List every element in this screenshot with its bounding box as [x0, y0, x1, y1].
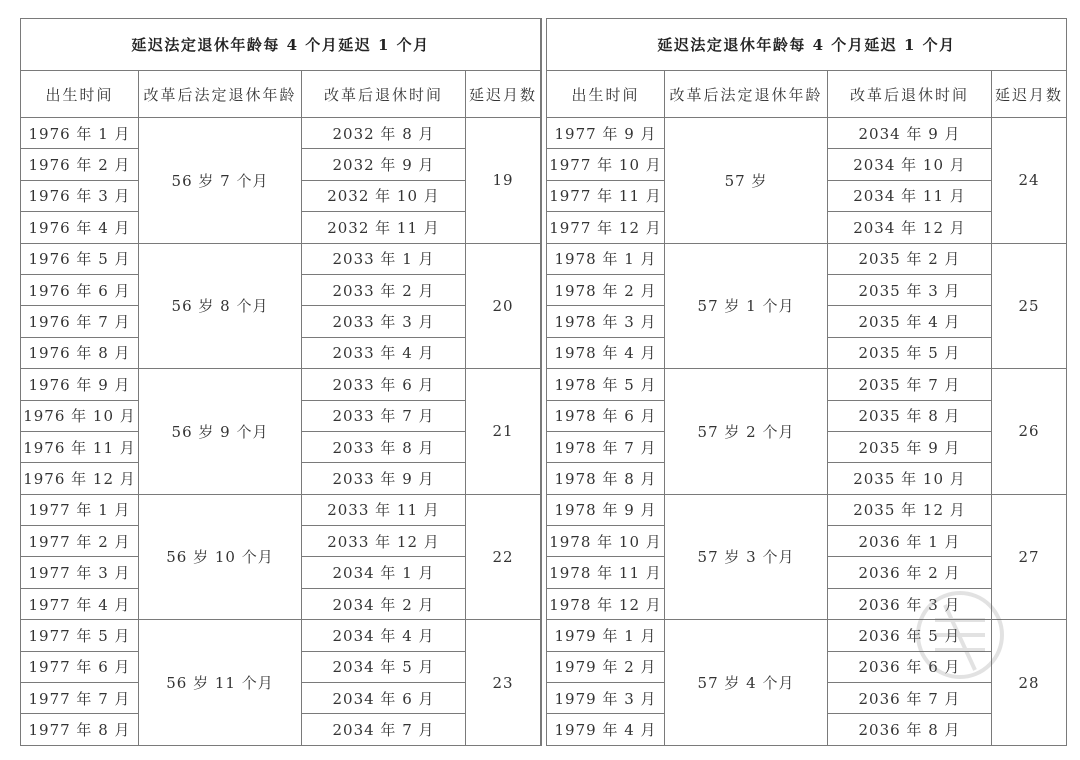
retirement-date-cell: 2033 年 12 月: [302, 526, 466, 557]
column-header: 出生时间: [21, 71, 139, 118]
birth-date-cell: 1976 年 8 月: [21, 337, 139, 368]
retirement-date-cell: 2033 年 6 月: [302, 369, 466, 400]
table-row: [21, 243, 541, 274]
retirement-age-cell: 57 岁 3 个月: [665, 494, 828, 620]
delay-months-cell: 27: [992, 494, 1067, 620]
retirement-tables: [20, 18, 1067, 746]
column-header: 延迟月数: [992, 71, 1067, 118]
retirement-date-cell: 2036 年 6 月: [828, 651, 992, 682]
birth-date-cell: 1979 年 1 月: [547, 620, 665, 651]
birth-date-cell: 1976 年 1 月: [21, 118, 139, 149]
delay-months-cell: 22: [466, 494, 541, 620]
birth-date-cell: 1978 年 4 月: [547, 337, 665, 368]
retirement-date-cell: 2032 年 8 月: [302, 118, 466, 149]
retirement-date-cell: 2033 年 4 月: [302, 337, 466, 368]
birth-date-cell: 1977 年 12 月: [547, 212, 665, 243]
retirement-date-cell: 2034 年 5 月: [302, 651, 466, 682]
birth-date-cell: 1978 年 8 月: [547, 463, 665, 494]
birth-date-cell: 1976 年 6 月: [21, 274, 139, 305]
column-header: 改革后法定退休年龄: [665, 71, 828, 118]
retirement-date-cell: 2034 年 10 月: [828, 149, 992, 180]
birth-date-cell: 1977 年 6 月: [21, 651, 139, 682]
retirement-date-cell: 2033 年 8 月: [302, 431, 466, 462]
table-left: [20, 18, 541, 746]
birth-date-cell: 1977 年 10 月: [547, 149, 665, 180]
column-header: 延迟月数: [466, 71, 541, 118]
birth-date-cell: 1976 年 12 月: [21, 463, 139, 494]
retirement-age-cell: 57 岁 2 个月: [665, 369, 828, 495]
retirement-date-cell: 2033 年 2 月: [302, 274, 466, 305]
birth-date-cell: 1978 年 1 月: [547, 243, 665, 274]
retirement-date-cell: 2033 年 7 月: [302, 400, 466, 431]
column-header: 改革后退休时间: [302, 71, 466, 118]
birth-date-cell: 1977 年 7 月: [21, 683, 139, 714]
retirement-date-cell: 2034 年 2 月: [302, 588, 466, 619]
retirement-date-cell: 2035 年 5 月: [828, 337, 992, 368]
birth-date-cell: 1977 年 1 月: [21, 494, 139, 525]
birth-date-cell: 1979 年 4 月: [547, 714, 665, 745]
retirement-age-cell: 56 岁 10 个月: [139, 494, 302, 620]
retirement-date-cell: 2035 年 3 月: [828, 274, 992, 305]
table-row: [21, 118, 541, 149]
retirement-date-cell: 2034 年 4 月: [302, 620, 466, 651]
retirement-date-cell: 2035 年 9 月: [828, 431, 992, 462]
birth-date-cell: 1978 年 7 月: [547, 431, 665, 462]
retirement-age-cell: 57 岁 1 个月: [665, 243, 828, 369]
birth-date-cell: 1976 年 2 月: [21, 149, 139, 180]
retirement-date-cell: 2036 年 5 月: [828, 620, 992, 651]
table-right: [546, 18, 1067, 746]
table-row: [547, 369, 1067, 400]
birth-date-cell: 1977 年 2 月: [21, 526, 139, 557]
retirement-date-cell: 2035 年 8 月: [828, 400, 992, 431]
birth-date-cell: 1976 年 3 月: [21, 180, 139, 211]
retirement-date-cell: 2035 年 12 月: [828, 494, 992, 525]
retirement-date-cell: 2034 年 9 月: [828, 118, 992, 149]
retirement-date-cell: 2033 年 11 月: [302, 494, 466, 525]
retirement-date-cell: 2036 年 1 月: [828, 526, 992, 557]
delay-months-cell: 20: [466, 243, 541, 369]
retirement-date-cell: 2036 年 3 月: [828, 588, 992, 619]
retirement-date-cell: 2035 年 2 月: [828, 243, 992, 274]
birth-date-cell: 1978 年 11 月: [547, 557, 665, 588]
column-header: 改革后法定退休年龄: [139, 71, 302, 118]
birth-date-cell: 1977 年 11 月: [547, 180, 665, 211]
retirement-date-cell: 2035 年 4 月: [828, 306, 992, 337]
birth-date-cell: 1979 年 3 月: [547, 683, 665, 714]
column-header: 出生时间: [547, 71, 665, 118]
birth-date-cell: 1977 年 9 月: [547, 118, 665, 149]
retirement-date-cell: 2034 年 7 月: [302, 714, 466, 745]
retirement-date-cell: 2035 年 10 月: [828, 463, 992, 494]
retirement-date-cell: 2036 年 8 月: [828, 714, 992, 745]
table-title: 延迟法定退休年龄每 4 个月延迟 1 个月: [547, 19, 1067, 71]
delay-months-cell: 25: [992, 243, 1067, 369]
birth-date-cell: 1977 年 4 月: [21, 588, 139, 619]
retirement-age-cell: 56 岁 9 个月: [139, 369, 302, 495]
birth-date-cell: 1978 年 10 月: [547, 526, 665, 557]
table-row: [547, 620, 1067, 651]
birth-date-cell: 1978 年 3 月: [547, 306, 665, 337]
retirement-date-cell: 2036 年 2 月: [828, 557, 992, 588]
retirement-date-cell: 2032 年 11 月: [302, 212, 466, 243]
table-title: 延迟法定退休年龄每 4 个月延迟 1 个月: [21, 19, 541, 71]
table-row: [547, 494, 1067, 525]
table-row: [21, 369, 541, 400]
retirement-date-cell: 2033 年 9 月: [302, 463, 466, 494]
retirement-date-cell: 2034 年 11 月: [828, 180, 992, 211]
birth-date-cell: 1976 年 4 月: [21, 212, 139, 243]
birth-date-cell: 1976 年 5 月: [21, 243, 139, 274]
birth-date-cell: 1979 年 2 月: [547, 651, 665, 682]
delay-months-cell: 19: [466, 118, 541, 244]
table-row: [547, 243, 1067, 274]
retirement-age-cell: 57 岁: [665, 118, 828, 244]
retirement-date-cell: 2034 年 12 月: [828, 212, 992, 243]
table-row: [547, 118, 1067, 149]
birth-date-cell: 1977 年 5 月: [21, 620, 139, 651]
retirement-age-cell: 56 岁 7 个月: [139, 118, 302, 244]
delay-months-cell: 21: [466, 369, 541, 495]
retirement-date-cell: 2036 年 7 月: [828, 683, 992, 714]
retirement-date-cell: 2035 年 7 月: [828, 369, 992, 400]
delay-months-cell: 24: [992, 118, 1067, 244]
birth-date-cell: 1978 年 6 月: [547, 400, 665, 431]
retirement-date-cell: 2034 年 1 月: [302, 557, 466, 588]
birth-date-cell: 1977 年 8 月: [21, 714, 139, 745]
table-row: [21, 494, 541, 525]
retirement-date-cell: 2033 年 1 月: [302, 243, 466, 274]
retirement-date-cell: 2032 年 9 月: [302, 149, 466, 180]
birth-date-cell: 1976 年 11 月: [21, 431, 139, 462]
delay-months-cell: 23: [466, 620, 541, 746]
delay-months-cell: 28: [992, 620, 1067, 746]
birth-date-cell: 1978 年 5 月: [547, 369, 665, 400]
birth-date-cell: 1978 年 12 月: [547, 588, 665, 619]
retirement-date-cell: 2034 年 6 月: [302, 683, 466, 714]
birth-date-cell: 1978 年 2 月: [547, 274, 665, 305]
retirement-age-cell: 56 岁 11 个月: [139, 620, 302, 746]
delay-months-cell: 26: [992, 369, 1067, 495]
retirement-date-cell: 2033 年 3 月: [302, 306, 466, 337]
column-header: 改革后退休时间: [828, 71, 992, 118]
birth-date-cell: 1977 年 3 月: [21, 557, 139, 588]
birth-date-cell: 1976 年 10 月: [21, 400, 139, 431]
birth-date-cell: 1978 年 9 月: [547, 494, 665, 525]
retirement-age-cell: 57 岁 4 个月: [665, 620, 828, 746]
table-row: [21, 620, 541, 651]
birth-date-cell: 1976 年 7 月: [21, 306, 139, 337]
retirement-age-cell: 56 岁 8 个月: [139, 243, 302, 369]
retirement-date-cell: 2032 年 10 月: [302, 180, 466, 211]
birth-date-cell: 1976 年 9 月: [21, 369, 139, 400]
